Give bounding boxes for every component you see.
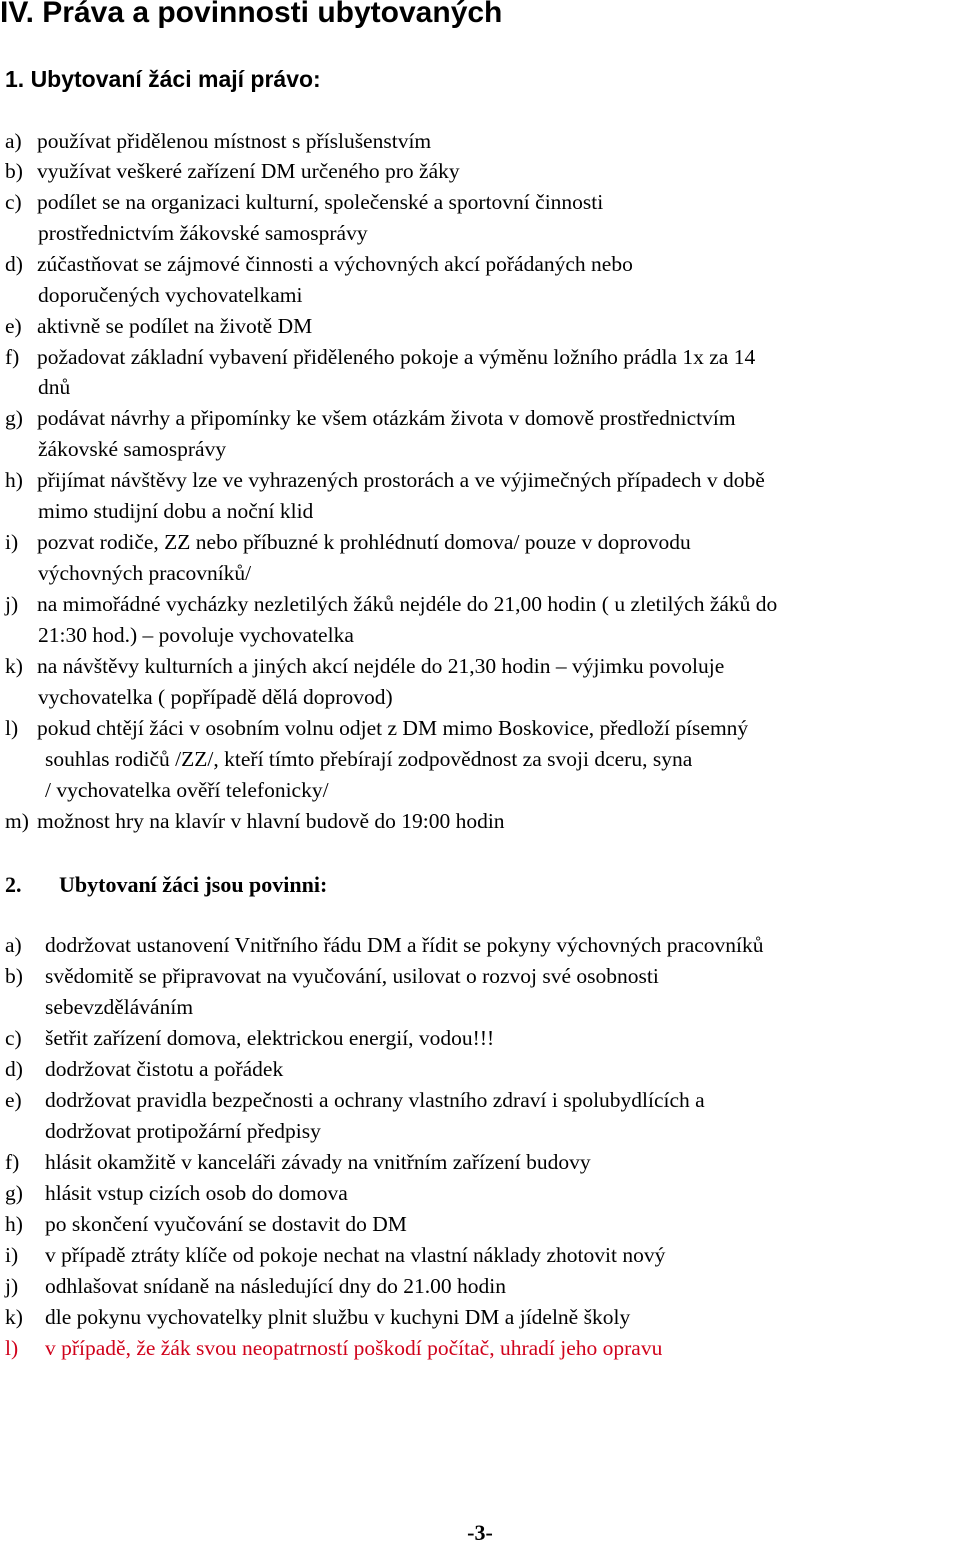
list-item: b) využívat veškeré zařízení DM určeného pro žáky (5, 159, 460, 183)
list-item-continuation: dnů (38, 375, 71, 399)
list-item-continuation: souhlas rodičů /ZZ/, kteří tímto přebírají zodpovědnost za svoji dceru, syna (45, 747, 693, 771)
list-item: c) podílet se na organizaci kulturní, společenské a sportovní činnosti (5, 190, 604, 214)
list-item: c) šetřit zařízení domova, elektrickou energií, vodou!!! (5, 1026, 495, 1050)
list-item: g) podávat návrhy a připomínky ke všem otázkám života v domově prostřednictvím (5, 406, 736, 430)
list-item: k) na návštěvy kulturních a jiných akcí nejdéle do 21,30 hodin – výjimku povoluje (5, 654, 725, 678)
list-item: f) požadovat základní vybavení přiděleného pokoje a výměnu ložního prádla 1x za 14 (5, 345, 756, 369)
list-item: b) svědomitě se připravovat na vyučování, usilovat o rozvoj své osobnosti (5, 964, 659, 988)
list-item-continuation: výchovných pracovníků/ (38, 561, 252, 585)
list-item: a) používat přidělenou místnost s příslušenstvím (5, 129, 432, 153)
list-item: a) dodržovat ustanovení Vnitřního řádu DM a řídit se pokyny výchovných pracovníků (5, 933, 764, 957)
list-item: h) po skončení vyučování se dostavit do DM (5, 1212, 407, 1236)
list-item: g) hlásit vstup cizích osob do domova (5, 1181, 348, 1205)
list-item-continuation: mimo studijní dobu a noční klid (38, 499, 314, 523)
list-item: j) odhlašovat snídaně na následující dny do 21.00 hodin (5, 1274, 506, 1298)
list-item-continuation: sebevzděláváním (45, 995, 194, 1019)
list-item: d) dodržovat čistotu a pořádek (5, 1057, 284, 1081)
list-item: e) dodržovat pravidla bezpečnosti a ochrany vlastního zdraví i spolubydlících a (5, 1088, 705, 1112)
list-item-highlighted: l) v případě, že žák svou neopatrností poškodí počítač, uhradí jeho opravu (5, 1336, 663, 1360)
list-item: h) přijímat návštěvy lze ve vyhrazených prostorách a ve výjimečných případech v době (5, 468, 765, 492)
list-item: i) v případě ztráty klíče od pokoje nechat na vlastní náklady zhotovit nový (5, 1243, 666, 1267)
section1-heading: 1. Ubytovaní žáci mají právo: (5, 66, 321, 92)
list-item-continuation: / vychovatelka ověří telefonicky/ (45, 778, 329, 802)
list-item: k) dle pokynu vychovatelky plnit službu v kuchyni DM a jídelně školy (5, 1305, 631, 1329)
section2-title: Ubytovaní žáci jsou povinni: (59, 872, 328, 897)
list-item-continuation: doporučených vychovatelkami (38, 283, 303, 307)
page-number: -3- (467, 1520, 493, 1545)
list-item-continuation: dodržovat protipožární předpisy (45, 1119, 321, 1143)
list-item: d) zúčastňovat se zájmové činnosti a výchovných akcí pořádaných nebo (5, 252, 633, 276)
list-item-continuation: prostřednictvím žákovské samosprávy (38, 221, 368, 245)
list-item-continuation: 21:30 hod.) – povoluje vychovatelka (38, 623, 354, 647)
list-item: m) možnost hry na klavír v hlavní budově do 19:00 hodin (5, 809, 505, 833)
page-title: IV. Práva a povinnosti ubytovaných (0, 0, 503, 29)
list-item: j) na mimořádné vycházky nezletilých žáků nejdéle do 21,00 hodin ( u zletilých žáků do (5, 592, 778, 616)
list-item-continuation: žákovské samosprávy (38, 437, 227, 461)
list-item-continuation: vychovatelka ( popřípadě dělá doprovod) (38, 685, 393, 709)
list-item: l) pokud chtějí žáci v osobním volnu odjet z DM mimo Boskovice, předloží písemný (5, 716, 749, 740)
section2-heading (5, 870, 327, 900)
list-item: e) aktivně se podílet na životě DM (5, 314, 313, 338)
section2-number: 2. (5, 872, 22, 897)
list-item: i) pozvat rodiče, ZZ nebo příbuzné k prohlédnutí domova/ pouze v doprovodu (5, 530, 691, 554)
list-item: f) hlásit okamžitě v kanceláři závady na vnitřním zařízení budovy (5, 1150, 591, 1174)
